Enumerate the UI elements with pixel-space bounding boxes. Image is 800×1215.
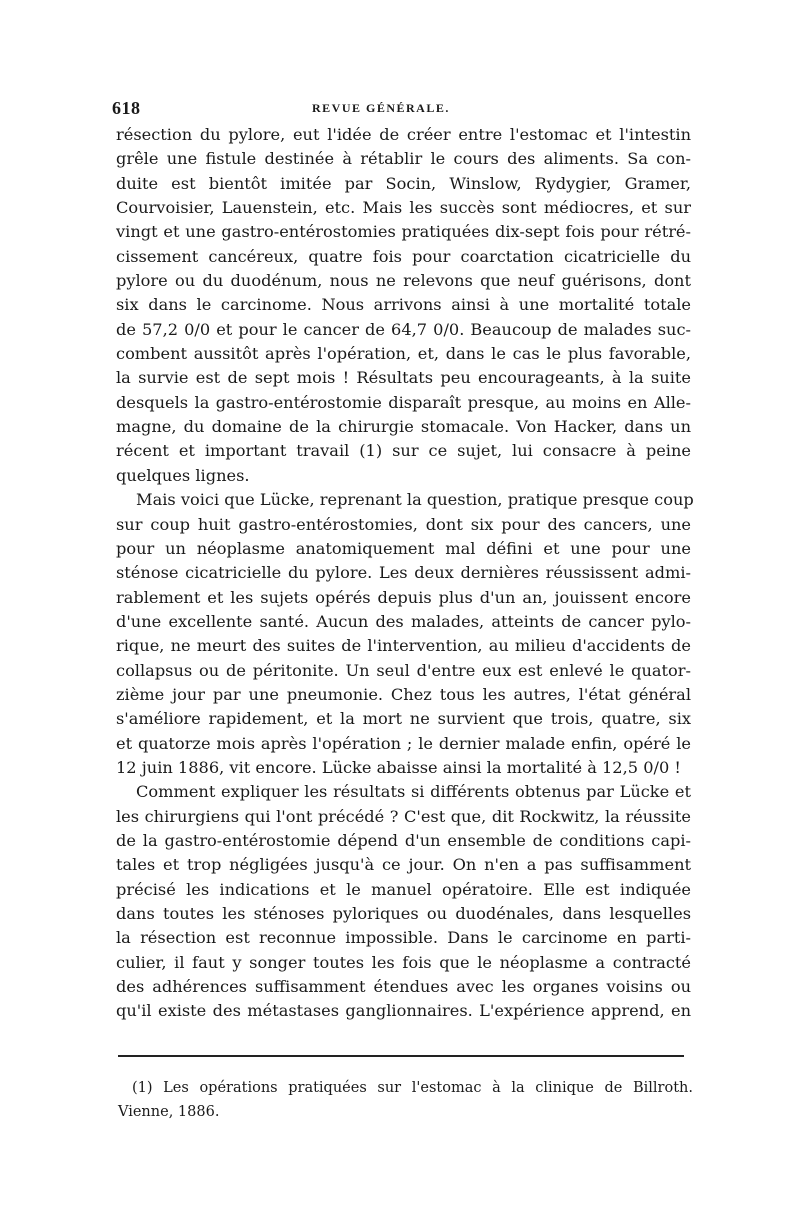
text-line: quelques lignes. [116, 465, 250, 485]
text-line: de la gastro-entérostomie dépend d'un ensemble de conditions capi- [116, 830, 691, 850]
page-number: 618 [112, 98, 141, 118]
text-line: pour un néoplasme anatomiquement mal défini et une pour une [116, 538, 691, 558]
text-line: Courvoisier, Lauenstein, etc. Mais les succès sont médiocres, et sur [116, 198, 691, 218]
footnotes [118, 1076, 693, 1124]
text-line: grêle une fistule destinée à rétablir le cours des aliments. Sa con- [116, 149, 691, 169]
text-line: qu'il existe des métastases ganglionnaires. L'expérience apprend, en [116, 1001, 691, 1021]
text-line: Mais voici que Lücke, reprenant la question, pratique presque coup [136, 490, 694, 510]
text-line: récent et important travail (1) sur ce sujet, lui consacre à peine [116, 441, 691, 461]
text-line: rablement et les sujets opérés depuis plus d'un an, jouissent encore [116, 587, 691, 607]
text-line: la résection est reconnue impossible. Dans le carcinome en parti- [116, 928, 691, 948]
text-line: dans toutes les sténoses pyloriques ou duodénales, dans lesquelles [116, 904, 691, 923]
text-line: rique, ne meurt des suites de l'intervention, au milieu d'accidents de [116, 636, 691, 656]
text-line: duite est bientôt imitée par Socin, Winslow, Rydygier, Gramer, [116, 173, 691, 193]
footnote-line: (1) Les opérations pratiquées sur l'estomac à la clinique de Billroth. [132, 1080, 693, 1096]
text-line: combent aussitôt après l'opération, et, dans le cas le plus favorable, [116, 344, 691, 364]
text-line: tales et trop négligées jusqu'à ce jour. On n'en a pas suffisamment [116, 855, 691, 875]
text-line: culier, il faut y songer toutes les fois que le néoplasme a contracté [116, 952, 691, 972]
journal-title: REVUE GÉNÉRALE. [312, 101, 450, 115]
text-line: précisé les indications et le manuel opératoire. Elle est indiquée [116, 879, 691, 899]
text-line: sténose cicatricielle du pylore. Les deux dernières réussissent admi- [116, 563, 691, 583]
text-line: cissement cancéreux, quatre fois pour coarctation cicatricielle du [116, 246, 691, 266]
text-line: zième jour par une pneumonie. Chez tous les autres, l'état général [116, 684, 691, 704]
text-line: sur coup huit gastro-entérostomies, dont six pour des cancers, une [116, 514, 691, 534]
text-line: des adhérences suffisamment étendues avec les organes voisins ou [116, 977, 691, 997]
text-line: d'une excellente santé. Aucun des malades, atteints de cancer pylo- [116, 611, 691, 631]
text-line: résection du pylore, eut l'idée de créer entre l'estomac et l'intestin [116, 125, 691, 144]
text-line: s'améliore rapidement, et la mort ne survient que trois, quatre, six [116, 709, 691, 729]
text-line: pylore ou du duodénum, nous ne relevons que neuf guérisons, dont [116, 271, 691, 291]
text-line: la survie est de sept mois ! Résultats peu encourageants, à la suite [116, 368, 691, 388]
body-text [116, 123, 694, 1024]
text-line: de 57,2 0/0 et pour le cancer de 64,7 0/0. Beaucoup de malades suc- [116, 319, 691, 339]
text-line: 12 juin 1886, vit encore. Lücke abaisse ainsi la mortalité à 12,5 0/0 ! [116, 757, 681, 777]
footnote-divider [118, 1055, 684, 1057]
text-line: les chirurgiens qui l'ont précédé ? C'est que, dit Rockwitz, la réussite [116, 806, 691, 826]
footnote-line: Vienne, 1886. [118, 1104, 220, 1120]
text-line: magne, du domaine de la chirurgie stomacale. Von Hacker, dans un [116, 417, 691, 437]
text-line: collapsus ou de péritonite. Un seul d'entre eux est enlevé le quator- [116, 660, 691, 680]
text-line: desquels la gastro-entérostomie disparaît presque, au moins en Alle- [116, 392, 691, 412]
text-line: six dans le carcinome. Nous arrivons ainsi à une mortalité totale [116, 295, 691, 315]
text-line: vingt et une gastro-entérostomies pratiquées dix-sept fois pour rétré- [116, 222, 691, 242]
text-line: Comment expliquer les résultats si différents obtenus par Lücke et [136, 782, 691, 802]
text-line: et quatorze mois après l'opération ; le dernier malade enfin, opéré le [116, 733, 691, 753]
running-header [112, 98, 690, 122]
